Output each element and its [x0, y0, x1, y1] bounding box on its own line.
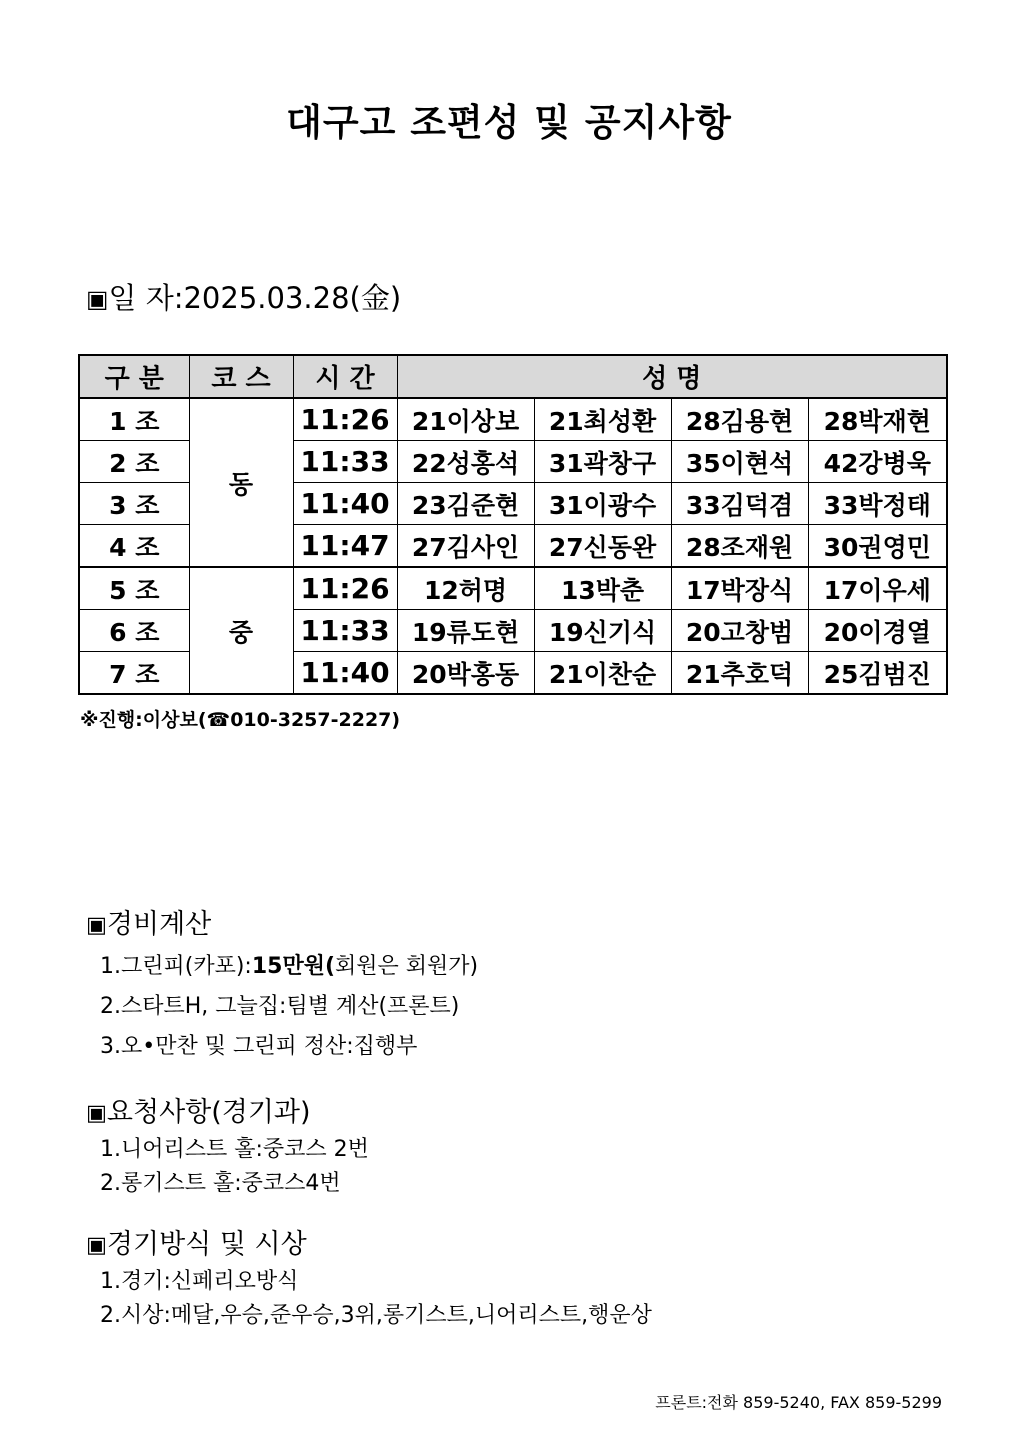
name-cell: 20박홍동	[397, 652, 534, 695]
group-cell: 6 조	[79, 610, 189, 652]
name-cell: 22성홍석	[397, 441, 534, 483]
name-cell: 28박재현	[808, 398, 947, 441]
square-bullet-icon: ▣	[86, 912, 107, 938]
header-group: 구 분	[79, 355, 189, 398]
request-item-1: 1.니어리스트 홀:중코스 2번	[100, 1137, 369, 1162]
name-cell: 28조재원	[671, 525, 808, 568]
header-time: 시 간	[293, 355, 397, 398]
group-cell: 2 조	[79, 441, 189, 483]
game-section	[86, 1222, 652, 1333]
name-cell: 17이우세	[808, 567, 947, 610]
name-cell: 13박춘	[534, 567, 671, 610]
name-cell: 35이현석	[671, 441, 808, 483]
group-cell: 3 조	[79, 483, 189, 525]
schedule-table	[78, 354, 948, 695]
name-cell: 33김덕겸	[671, 483, 808, 525]
time-cell: 11:40	[293, 652, 397, 695]
cost-item-1: 1.그린피(카포):15만원(회원은 회원가)	[100, 954, 479, 979]
request-heading: ▣요청사항(경기과)	[86, 1097, 311, 1128]
name-cell: 21최성환	[534, 398, 671, 441]
name-cell: 33박정태	[808, 483, 947, 525]
time-cell: 11:33	[293, 610, 397, 652]
name-cell: 19류도현	[397, 610, 534, 652]
time-cell: 11:33	[293, 441, 397, 483]
date-text: 일 자:2025.03.28(金)	[108, 281, 402, 315]
name-cell: 30권영민	[808, 525, 947, 568]
page-title: 대구고 조편성 및 공지사항	[286, 101, 732, 144]
course-cell: 중	[189, 567, 293, 694]
table-row	[79, 567, 947, 610]
name-cell: 12허명	[397, 567, 534, 610]
cost-section	[86, 902, 478, 1067]
table-header-row	[79, 355, 947, 398]
time-cell: 11:40	[293, 483, 397, 525]
name-cell: 31이광수	[534, 483, 671, 525]
name-cell: 28김용현	[671, 398, 808, 441]
name-cell: 42강병욱	[808, 441, 947, 483]
game-item-2: 2.시상:메달,우승,준우승,3위,롱기스트,니어리스트,행운상	[100, 1303, 652, 1328]
name-cell: 19신기식	[534, 610, 671, 652]
cost-item-3: 3.오•만찬 및 그린피 정산:집행부	[100, 1034, 418, 1059]
course-cell: 동	[189, 398, 293, 567]
date-line	[86, 276, 401, 317]
name-cell: 27김사인	[397, 525, 534, 568]
cost-item-2: 2.스타트H, 그늘집:팀별 계산(프론트)	[100, 994, 460, 1019]
game-heading: ▣경기방식 및 시상	[86, 1229, 307, 1260]
name-cell: 20고창범	[671, 610, 808, 652]
name-cell: 21이상보	[397, 398, 534, 441]
group-cell: 5 조	[79, 567, 189, 610]
request-section	[86, 1090, 369, 1201]
name-cell: 25김범진	[808, 652, 947, 695]
time-cell: 11:26	[293, 567, 397, 610]
game-item-1: 1.경기:신페리오방식	[100, 1269, 299, 1294]
name-cell: 23김준현	[397, 483, 534, 525]
group-cell: 7 조	[79, 652, 189, 695]
header-course: 코 스	[189, 355, 293, 398]
name-cell: 27신동완	[534, 525, 671, 568]
group-cell: 4 조	[79, 525, 189, 568]
square-bullet-icon: ▣	[86, 1232, 107, 1258]
front-contact: 프론트:전화 859-5240, FAX 859-5299	[655, 1393, 942, 1412]
group-cell: 1 조	[79, 398, 189, 441]
cost-heading: ▣경비계산	[86, 909, 212, 940]
cost-amount: 15만원(	[251, 954, 336, 979]
table-row	[79, 398, 947, 441]
square-bullet-icon: ▣	[86, 1100, 107, 1126]
request-item-2: 2.롱기스트 홀:중코스4번	[100, 1171, 341, 1196]
name-cell: 17박장식	[671, 567, 808, 610]
time-cell: 11:47	[293, 525, 397, 568]
name-cell: 20이경열	[808, 610, 947, 652]
name-cell: 21추호덕	[671, 652, 808, 695]
time-cell: 11:26	[293, 398, 397, 441]
organizer-note: ※진행:이상보(☎010-3257-2227)	[80, 709, 401, 731]
square-bullet-icon: ▣	[86, 285, 109, 313]
name-cell: 31곽창구	[534, 441, 671, 483]
name-cell: 21이찬순	[534, 652, 671, 695]
header-names: 성 명	[397, 355, 947, 398]
